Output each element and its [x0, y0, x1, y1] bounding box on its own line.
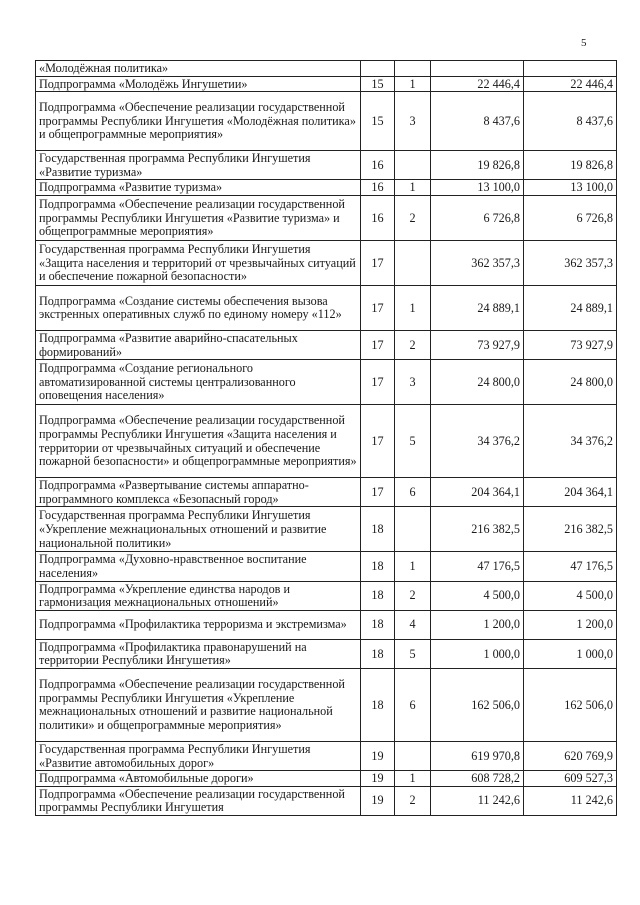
- program-name-cell: Подпрограмма «Духовно-нравственное воспитание населения»: [36, 552, 361, 581]
- subprogram-code-cell: [395, 240, 431, 285]
- amount-cell: 22 446,4: [524, 76, 617, 92]
- program-name-cell: «Молодёжная политика»: [36, 61, 361, 77]
- program-name-cell: Подпрограмма «Профилактика терроризма и экстремизма»: [36, 610, 361, 639]
- subprogram-code-cell: 6: [395, 668, 431, 741]
- program-code-cell: 18: [361, 581, 395, 610]
- amount-cell: 47 176,5: [431, 552, 524, 581]
- program-name-cell: Государственная программа Республики Ингушетия «Развитие автомобильных дорог»: [36, 741, 361, 770]
- table-row: [36, 405, 617, 478]
- table-row: [36, 507, 617, 552]
- subprogram-code-cell: 6: [395, 478, 431, 507]
- amount-cell: 619 970,8: [431, 741, 524, 770]
- amount-cell: 609 527,3: [524, 771, 617, 787]
- amount-cell: 608 728,2: [431, 771, 524, 787]
- budget-table: [35, 60, 617, 816]
- amount-cell: 362 357,3: [431, 240, 524, 285]
- amount-cell: 216 382,5: [524, 507, 617, 552]
- table-row: [36, 786, 617, 815]
- program-name-cell: Подпрограмма «Обеспечение реализации государственной программы Республики Ингушетия «Молодёжная политика» и общепрограммные мероприятия»: [36, 92, 361, 151]
- program-name-cell: Государственная программа Республики Ингушетия «Защита населения и территорий от чрезвычайных ситуаций и обеспечение пожарной безопасности»: [36, 240, 361, 285]
- table-row: [36, 92, 617, 151]
- program-name-cell: Подпрограмма «Обеспечение реализации государственной программы Республики Ингушетия «Развитие туризма» и общепрограммные мероприятия»: [36, 195, 361, 240]
- amount-cell: 13 100,0: [524, 180, 617, 196]
- program-name-cell: Подпрограмма «Создание системы обеспечения вызова экстренных оперативных служб по единому номеру «112»: [36, 285, 361, 330]
- program-name-cell: Подпрограмма «Обеспечение реализации государственной программы Республики Ингушетия «Укрепление межнациональных отношений и развитие национальной политики» и общепрограммные мероприятия»: [36, 668, 361, 741]
- program-name-cell: Подпрограмма «Молодёжь Ингушетии»: [36, 76, 361, 92]
- subprogram-code-cell: 1: [395, 76, 431, 92]
- table-row: [36, 639, 617, 668]
- amount-cell: 34 376,2: [524, 405, 617, 478]
- amount-cell: 4 500,0: [524, 581, 617, 610]
- amount-cell: 19 826,8: [524, 151, 617, 180]
- page-number: 5: [581, 37, 587, 49]
- program-code-cell: 19: [361, 786, 395, 815]
- program-code-cell: 18: [361, 668, 395, 741]
- program-name-cell: Подпрограмма «Создание регионального автоматизированной системы централизованного оповещения населения»: [36, 360, 361, 405]
- amount-cell: 216 382,5: [431, 507, 524, 552]
- budget-table-body: [36, 61, 617, 816]
- subprogram-code-cell: [395, 507, 431, 552]
- table-row: [36, 741, 617, 770]
- table-row: [36, 330, 617, 359]
- table-row: [36, 360, 617, 405]
- amount-cell: 362 357,3: [524, 240, 617, 285]
- amount-cell: 24 800,0: [431, 360, 524, 405]
- program-name-cell: Подпрограмма «Развертывание системы аппаратно-программного комплекса «Безопасный город»: [36, 478, 361, 507]
- program-code-cell: 19: [361, 771, 395, 787]
- amount-cell: 1 000,0: [524, 639, 617, 668]
- program-code-cell: 16: [361, 180, 395, 196]
- program-name-cell: Государственная программа Республики Ингушетия «Развитие туризма»: [36, 151, 361, 180]
- table-row: [36, 668, 617, 741]
- amount-cell: [524, 61, 617, 77]
- amount-cell: 22 446,4: [431, 76, 524, 92]
- subprogram-code-cell: [395, 61, 431, 77]
- subprogram-code-cell: 4: [395, 610, 431, 639]
- amount-cell: 204 364,1: [431, 478, 524, 507]
- amount-cell: 34 376,2: [431, 405, 524, 478]
- amount-cell: 8 437,6: [524, 92, 617, 151]
- amount-cell: 4 500,0: [431, 581, 524, 610]
- subprogram-code-cell: 1: [395, 285, 431, 330]
- table-row: [36, 195, 617, 240]
- amount-cell: 162 506,0: [524, 668, 617, 741]
- subprogram-code-cell: [395, 741, 431, 770]
- program-code-cell: 16: [361, 151, 395, 180]
- amount-cell: 8 437,6: [431, 92, 524, 151]
- amount-cell: 620 769,9: [524, 741, 617, 770]
- table-row: [36, 771, 617, 787]
- program-code-cell: 18: [361, 610, 395, 639]
- program-code-cell: [361, 61, 395, 77]
- amount-cell: 1 000,0: [431, 639, 524, 668]
- amount-cell: 73 927,9: [524, 330, 617, 359]
- program-code-cell: 18: [361, 552, 395, 581]
- amount-cell: 24 889,1: [524, 285, 617, 330]
- subprogram-code-cell: 5: [395, 405, 431, 478]
- amount-cell: 204 364,1: [524, 478, 617, 507]
- amount-cell: 13 100,0: [431, 180, 524, 196]
- program-name-cell: Государственная программа Республики Ингушетия «Укрепление межнациональных отношений и развитие национальной политики»: [36, 507, 361, 552]
- subprogram-code-cell: 1: [395, 180, 431, 196]
- program-code-cell: 15: [361, 92, 395, 151]
- amount-cell: 24 889,1: [431, 285, 524, 330]
- program-name-cell: Подпрограмма «Обеспечение реализации государственной программы Республики Ингушетия: [36, 786, 361, 815]
- amount-cell: 11 242,6: [431, 786, 524, 815]
- program-code-cell: 19: [361, 741, 395, 770]
- program-code-cell: 17: [361, 360, 395, 405]
- amount-cell: 6 726,8: [431, 195, 524, 240]
- subprogram-code-cell: 1: [395, 552, 431, 581]
- subprogram-code-cell: 2: [395, 330, 431, 359]
- subprogram-code-cell: 2: [395, 581, 431, 610]
- subprogram-code-cell: 2: [395, 786, 431, 815]
- amount-cell: 19 826,8: [431, 151, 524, 180]
- program-code-cell: 17: [361, 405, 395, 478]
- table-row: [36, 285, 617, 330]
- amount-cell: 162 506,0: [431, 668, 524, 741]
- amount-cell: 1 200,0: [431, 610, 524, 639]
- program-code-cell: 18: [361, 507, 395, 552]
- program-name-cell: Подпрограмма «Развитие туризма»: [36, 180, 361, 196]
- subprogram-code-cell: 3: [395, 92, 431, 151]
- amount-cell: 47 176,5: [524, 552, 617, 581]
- program-code-cell: 17: [361, 285, 395, 330]
- program-name-cell: Подпрограмма «Автомобильные дороги»: [36, 771, 361, 787]
- table-row: [36, 240, 617, 285]
- program-code-cell: 15: [361, 76, 395, 92]
- subprogram-code-cell: [395, 151, 431, 180]
- amount-cell: 11 242,6: [524, 786, 617, 815]
- table-row: [36, 552, 617, 581]
- program-name-cell: Подпрограмма «Профилактика правонарушений на территории Республики Ингушетия»: [36, 639, 361, 668]
- subprogram-code-cell: 5: [395, 639, 431, 668]
- subprogram-code-cell: 2: [395, 195, 431, 240]
- amount-cell: 73 927,9: [431, 330, 524, 359]
- table-row: [36, 581, 617, 610]
- table-row: [36, 478, 617, 507]
- table-row: [36, 61, 617, 77]
- subprogram-code-cell: 1: [395, 771, 431, 787]
- table-row: [36, 151, 617, 180]
- program-code-cell: 17: [361, 330, 395, 359]
- program-name-cell: Подпрограмма «Обеспечение реализации государственной программы Республики Ингушетия «Защита населения и территории от чрезвычайных ситуаций и обеспечение пожарной безопасности» и общепрограммные мероприятия»: [36, 405, 361, 478]
- program-code-cell: 17: [361, 478, 395, 507]
- table-row: [36, 180, 617, 196]
- table-row: [36, 610, 617, 639]
- amount-cell: 1 200,0: [524, 610, 617, 639]
- amount-cell: 6 726,8: [524, 195, 617, 240]
- amount-cell: [431, 61, 524, 77]
- program-name-cell: Подпрограмма «Укрепление единства народов и гармонизация межнациональных отношений»: [36, 581, 361, 610]
- program-code-cell: 17: [361, 240, 395, 285]
- program-code-cell: 18: [361, 639, 395, 668]
- program-name-cell: Подпрограмма «Развитие аварийно-спасательных формирований»: [36, 330, 361, 359]
- table-row: [36, 76, 617, 92]
- program-code-cell: 16: [361, 195, 395, 240]
- subprogram-code-cell: 3: [395, 360, 431, 405]
- amount-cell: 24 800,0: [524, 360, 617, 405]
